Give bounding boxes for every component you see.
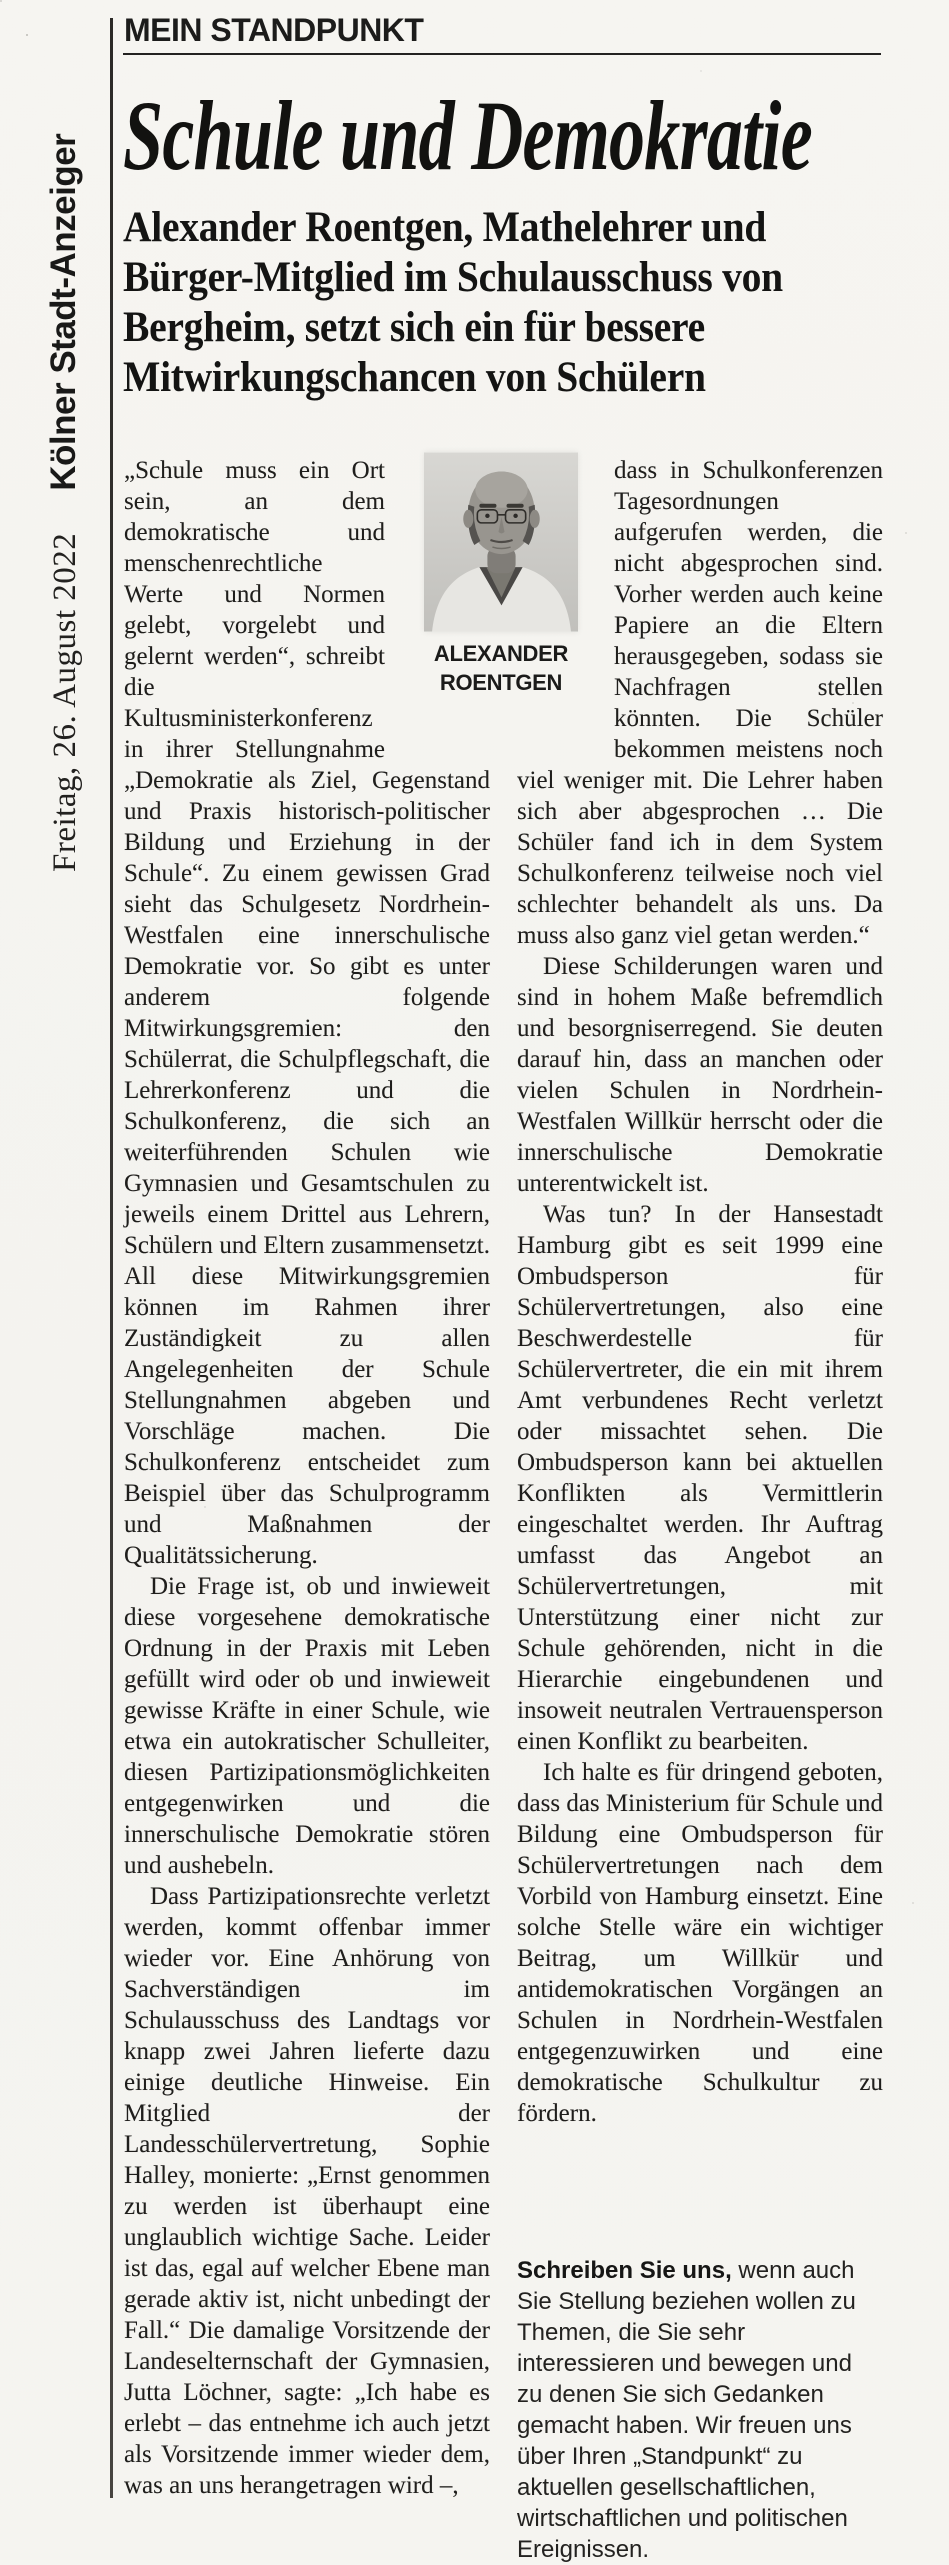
article-subheadline [123, 203, 783, 403]
article-paragraph: „Schule muss ein Ort sein, an dem demokratische und menschenrechtliche Werte und Normen gelebt, vorgelebt und gelernt werden“, schreibt die Kultusministerkonferenz in ihrer Stellungnahme „Demokratie als Ziel, Gegenstand und Praxis historisch-politischer Bildung und Erziehung in der Schule“. Zu einem gewissen Grad sieht das Schulgesetz Nordrhein-Westfalen eine innerschulische Demokratie vor. So gibt es unter anderem folgende Mitwirkungsgremien: den Schülerrat, die Schulpflegschaft, die Lehrerkonferenz und die Schulkonferenz, die sich an weiterführenden Schulen wie Gymnasien und Gesamtschulen zu jeweils einem Drittel aus Lehrern, Schülern und Eltern zusammensetzt. All diese Mitwirkungsgremien können im Rahmen ihrer Zuständigkeit zu allen Angelegenheiten der Schule Stellungnahmen abgeben und Vorschläge machen. Die Schulkonferenz entscheidet zum Beispiel über das Schulprogramm und Maßnahmen der Qualitätssicherung. [124, 457, 490, 1569]
subheadline-line: Bürger-Mitglied im Schulausschuss von [123, 254, 783, 301]
article-headline: Schule und Demokratie [123, 80, 812, 191]
article-paragraph: Dass Partizipationsrechte verletzt werden, kommt offenbar immer wieder vor. Eine Anhörung von Sachverständigen im Schulausschuss des Landtags vor knapp zwei Jahren lieferte dazu einige deutliche Hinweise. Ein Mitglied der Landesschülervertretung, Sophie Halley, monierte: „Ernst genommen zu werden ist überhaupt eine unglaublich wichtige Sache. Leider ist das, egal auf welcher Ebene man gerade aktiv ist, nicht unbedingt der Fall.“ Die damalige Vorsitzende der Landeselternschaft der Gymnasien, Jutta Löchner, sagte: „Ich habe es erlebt – das entnehme ich auch jetzt als Vorsitzende immer wieder dem, was an uns herangetragen wird –, [124, 1883, 490, 2499]
article-paragraph: Die Frage ist, ob und inwieweit diese vorgesehene demokratische Ordnung in der Praxis mit Leben gefüllt wird oder ob und inwieweit gewisse Kräfte in einer Schule, wie etwa ein autokratischer Schulleiter, diesen Partizipationsmöglichkeiten entgegenwirken und die innerschulische Demokratie stören und aushebeln. [124, 1573, 490, 1879]
write-to-us-text: wenn auch Sie Stellung beziehen wollen zu Themen, die Sie sehr interessieren und bewegen und zu denen Sie sich Gedanken gemacht haben. Wir freuen uns über Ihren „Standpunkt“ zu aktuellen gesellschaftlichen, wirtschaftlichen und politischen Ereignissen. [517, 2257, 856, 2563]
article-body [124, 455, 883, 2563]
masthead-vertical [44, 134, 84, 872]
write-to-us-lead: Schreiben Sie uns, [517, 2257, 732, 2284]
photo-caption-line: ALEXANDER [433, 641, 569, 666]
masthead-date: Freitag, 26. August 2022 [47, 532, 83, 872]
subheadline-line: Alexander Roentgen, Mathelehrer und [123, 204, 767, 251]
section-kicker: MEIN STANDPUNKT [124, 12, 424, 48]
article-paragraph: Was tun? In der Hansestadt Hamburg gibt es seit 1999 eine Ombudsperson für Schülervertretungen, also eine Beschwerdestelle für Schülervertreter, die ein mit ihrem Amt verbundenes Recht verletzt oder missachtet sehen. Die Ombudsperson kann bei aktuellen Konflikten als Vermittlerin eingeschaltet werden. Ihr Auftrag umfasst das Angebot an Schülervertretungen, mit Unterstützung einer nicht zur Schule gehörenden, nicht in die Hierarchie eingebundenen und insoweit neutralen Vertrauensperson einen Konflikt zu bearbeiten. [517, 1201, 883, 1755]
scan-noise-specks [0, 0, 2, 2]
subheadline-line: Bergheim, setzt sich ein für bessere [123, 304, 705, 351]
article-paragraph: dass in Schulkonferenzen Tagesordnungen aufgerufen werden, die nicht abgesprochen sind. Vorher werden auch keine Papiere an die Eltern herausgegeben, sodass sie Nachfragen stellen könnten. Die Schüler bekommen meistens noch viel weniger mit. Die Lehrer haben sich aber abgesprochen … Die Schüler fand ich in dem System Schulkonferenz teilweise noch viel schlechter behandelt als uns. Da muss also ganz viel getan werden.“ [517, 457, 883, 949]
subheadline-line: Mitwirkungschancen von Schülern [123, 354, 706, 401]
article-column-left [124, 455, 490, 2501]
photo-caption-line: ROENTGEN [439, 670, 563, 695]
article-paragraph: Diese Schilderungen waren und sind in hohem Maße befremdlich und besorgniserregend. Sie deuten darauf hin, dass an manchen oder vielen Schulen in Nordrhein-Westfalen Willkür herrscht oder die innerschulische Demokratie unterentwickelt ist. [517, 953, 883, 1197]
photo-caption [416, 639, 586, 697]
write-to-us-note [517, 2255, 883, 2565]
article-column-right [517, 455, 883, 2129]
portrait-photo-illustration [424, 452, 578, 632]
masthead-newspaper-name: Kölner Stadt-Anzeiger [44, 133, 83, 491]
page-edge-rule [110, 18, 113, 2498]
portrait-photo [424, 452, 578, 632]
article-paragraph: Ich halte es für dringend geboten, dass das Ministerium für Schule und Bildung eine Ombudsperson für Schülervertretungen nach dem Vorbild von Hamburg einsetzt. Eine solche Stelle wäre ein wichtiger Beitrag, um Willkür und antidemokratischen Vorgängen an Schulen in Nordrhein-Westfalen entgegenzuwirken und eine demokratische Schulkultur zu fördern. [517, 1759, 883, 2127]
kicker-rule [123, 53, 881, 55]
